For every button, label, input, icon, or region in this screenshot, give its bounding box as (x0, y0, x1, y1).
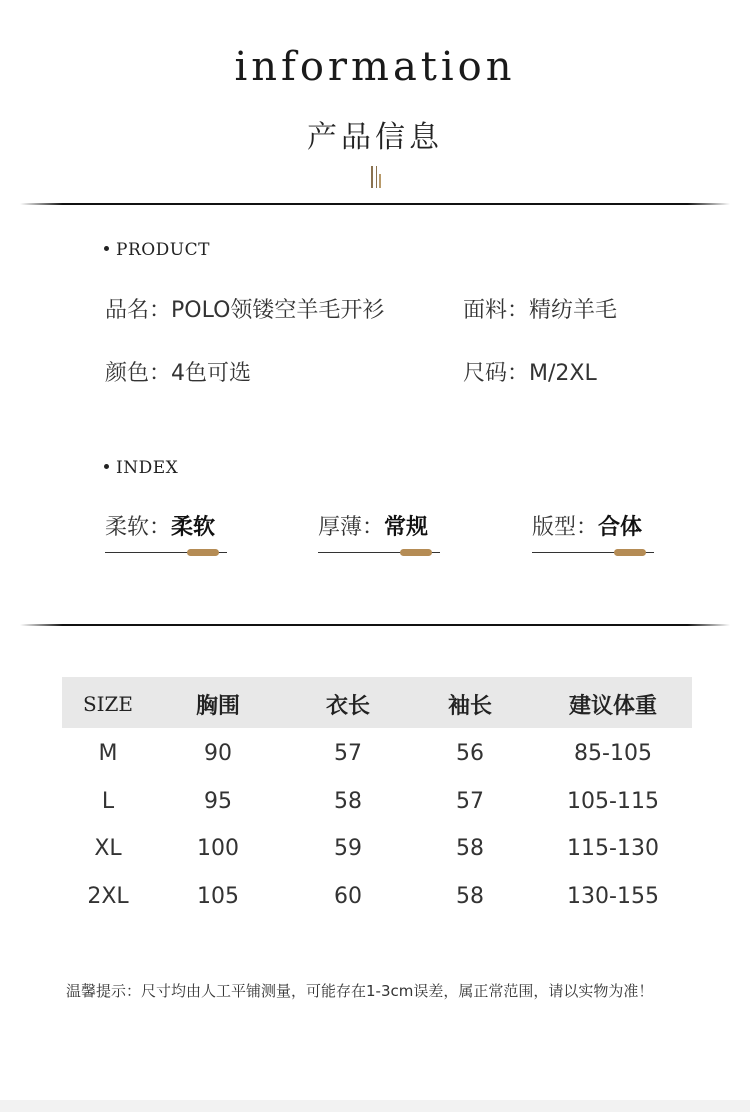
index-separator: ： (576, 515, 599, 540)
size-table-cell: L (101, 789, 115, 814)
size-table-cell: 2XL (87, 884, 129, 909)
index-separator: ： (362, 515, 385, 540)
size-table-cell: 85-105 (574, 741, 652, 766)
index-separator: ： (149, 515, 172, 540)
size-header-cell: SIZE (82, 692, 134, 716)
info-separator: ： (507, 361, 530, 386)
size-table-cell: 130-155 (567, 884, 659, 909)
footnote-tip: 温馨提示：尺寸均由人工平铺测量，可能存在1-3cm误差，属正常范围，请以实物为准！ (66, 982, 654, 1000)
size-table-cell: 105 (197, 884, 239, 909)
index-scale-marker (187, 549, 219, 556)
size-header-cell: 袖长 (447, 694, 492, 719)
size-table-cell: 57 (334, 741, 362, 766)
info-key: 颜色 (105, 361, 150, 386)
bottom-band (0, 1100, 750, 1112)
size-table-cell: 59 (334, 836, 362, 861)
info-value: 4色可选 (171, 361, 252, 386)
size-table-cell: 58 (456, 884, 484, 909)
size-header-cell: 衣长 (325, 694, 370, 719)
size-table-cell: M (98, 741, 118, 766)
product-label-text: PRODUCT (116, 240, 210, 260)
index-scale-marker (614, 549, 646, 556)
index-item-softness (105, 510, 230, 541)
section-divider-middle (20, 624, 730, 626)
index-key: 厚薄 (318, 515, 363, 540)
index-item-fit (532, 510, 657, 541)
info-item-fabric (463, 293, 617, 324)
info-item-size (463, 356, 597, 387)
title-english: information (234, 44, 516, 90)
index-item-thickness (318, 510, 443, 541)
size-header-cell: 胸围 (195, 694, 240, 719)
title-chinese: 产品信息 (307, 120, 443, 155)
index-scale-marker (400, 549, 432, 556)
size-table-cell: 60 (334, 884, 362, 909)
bullet-dot-icon (104, 246, 109, 251)
info-value: 精纺羊毛 (529, 298, 618, 323)
info-item-color (105, 356, 251, 387)
info-value: M/2XL (529, 361, 597, 386)
size-table-cell: 58 (334, 789, 362, 814)
index-value: 常规 (384, 515, 429, 540)
info-separator: ： (149, 361, 172, 386)
index-key: 版型 (532, 515, 577, 540)
decorative-bars-icon (369, 166, 383, 188)
size-header-cell: 建议体重 (568, 694, 657, 719)
index-label-text: INDEX (116, 458, 179, 478)
info-separator: ： (149, 298, 172, 323)
size-table-cell: 115-130 (567, 836, 659, 861)
bullet-dot-icon (104, 464, 109, 469)
info-item-name (105, 293, 384, 324)
size-table-cell: XL (94, 836, 122, 861)
section-divider-top (20, 203, 730, 205)
size-table-cell: 58 (456, 836, 484, 861)
size-table-cell: 57 (456, 789, 484, 814)
info-separator: ： (507, 298, 530, 323)
section-label-product (104, 240, 210, 260)
size-table-cell: 56 (456, 741, 484, 766)
index-key: 柔软 (105, 515, 150, 540)
info-key: 品名 (105, 298, 150, 323)
info-value: POLO领镂空羊毛开衫 (171, 298, 385, 323)
info-key: 面料 (463, 298, 508, 323)
section-label-index (104, 458, 178, 478)
size-table-cell: 95 (204, 789, 232, 814)
size-table-header (62, 677, 692, 728)
size-table-cell: 100 (197, 836, 239, 861)
size-table-cell: 105-115 (567, 789, 659, 814)
info-key: 尺码 (463, 361, 508, 386)
index-value: 柔软 (171, 515, 216, 540)
index-value: 合体 (598, 515, 643, 540)
size-table-cell: 90 (204, 741, 232, 766)
